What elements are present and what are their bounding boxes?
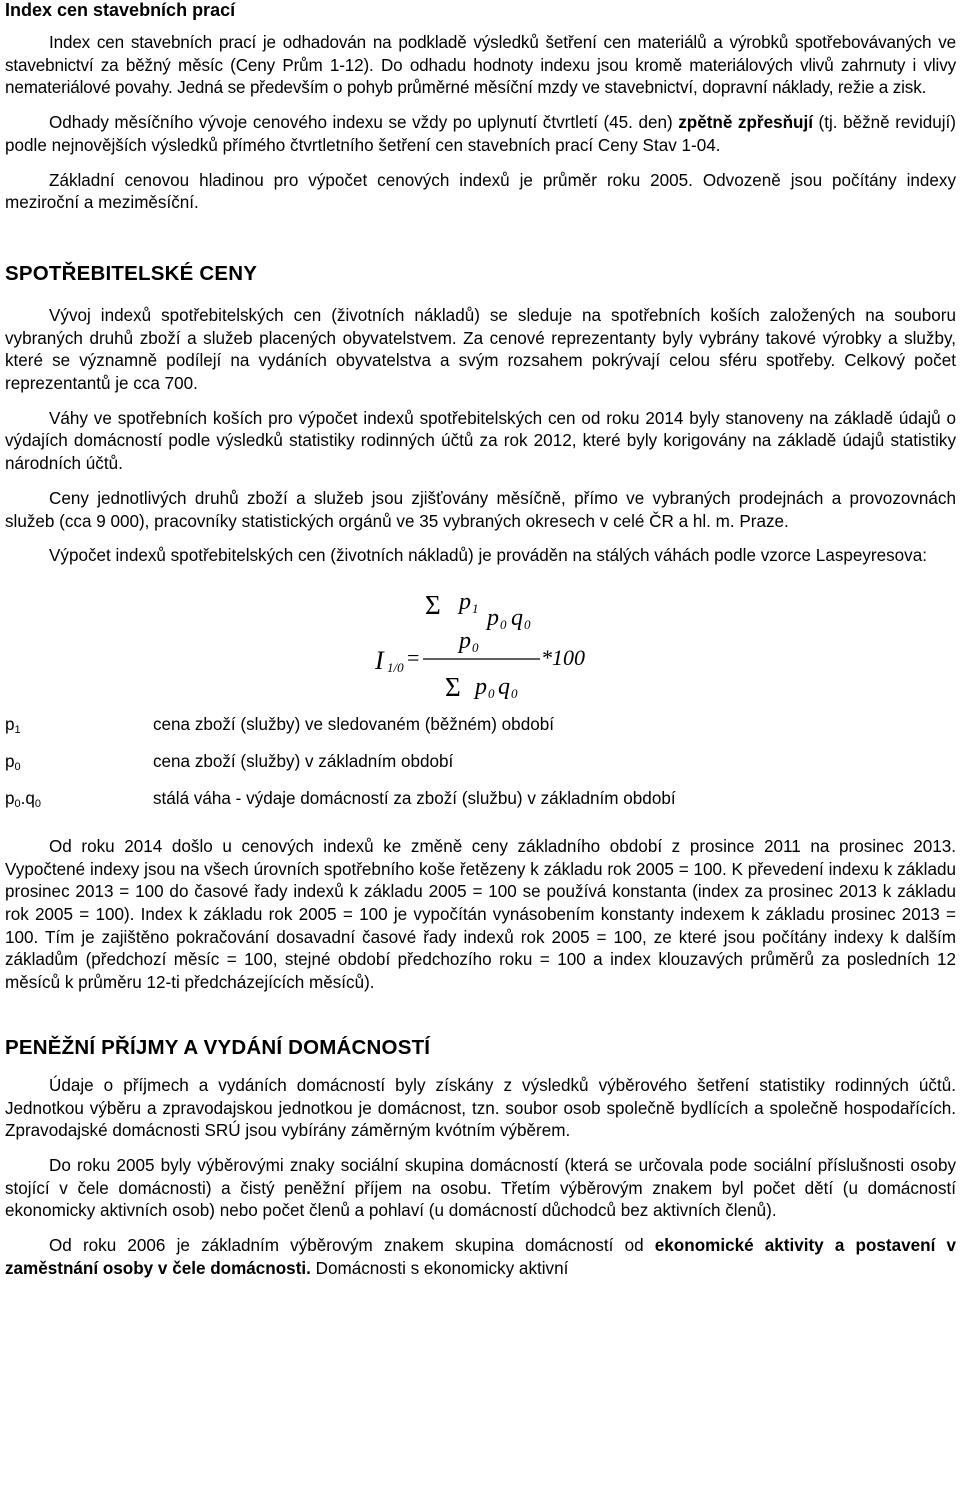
definition-text: stálá váha - výdaje domácností za zboží (službu) v základním období xyxy=(153,788,676,808)
definition-text: cena zboží (služby) v základním období xyxy=(153,751,454,771)
formula-equals: = xyxy=(407,644,420,670)
formula-times-100: *100 xyxy=(541,644,585,670)
paragraph: Výpočet indexů spotřebitelských cen (životních nákladů) je prováděn na stálých váhách podle vzorce Laspeyresova: xyxy=(49,546,927,566)
paragraph-text: Odhady měsíčního vývoje cenového indexu se vždy po uplynutí čtvrtletí (45. den) xyxy=(49,113,679,133)
formula-p: p xyxy=(459,627,471,654)
document-page xyxy=(5,0,956,1281)
definition-symbol: $p_0$ xyxy=(5,751,21,773)
sigma-symbol: Σ xyxy=(425,591,441,620)
formula-sub: 0 xyxy=(472,639,479,655)
formula-sub: 0 xyxy=(524,616,531,632)
paragraph-text: Domácnosti s ekonomicky aktivní xyxy=(310,1258,569,1278)
formula-p: p xyxy=(475,673,487,700)
paragraph: Váhy ve spotřebních koších pro výpočet indexů spotřebitelských cen od roku 2014 byly stanoveny na základě údajů o výdajích domácností podle výsledků statistiky rodinných účtů za rok 2012, které byly korigovány na základě údajů statistiky národních účtů. xyxy=(5,408,956,474)
paragraph-text: (tj. běžně revidují) podle nejnovějších výsledků přímého čtvrtletního šetření cen stavebních prací Ceny Stav 1-04. xyxy=(5,113,957,155)
formula-index-sub: 1/0 xyxy=(387,659,404,675)
definition-symbol: $p_0.q_0$ xyxy=(5,788,42,810)
formula-sub: 0 xyxy=(500,616,507,632)
paragraph: Vývoj indexů spotřebitelských cen (životních nákladů) se sleduje na spotřebních koších založených na souboru vybraných druhů zboží a služeb placených obyvatelstvem. Za cenové reprezentanty byly vybrány takové výrobky a služby, které se významně podílejí na vydáních obyvatelstva a svým rozsahem pokrývají celou sféru spotřeby. Celkový počet reprezentantů je cca 700. xyxy=(5,305,956,394)
formula-q: q xyxy=(498,673,510,700)
formula-definitions xyxy=(5,714,956,822)
paragraph: Údaje o příjmech a vydáních domácností byly získány z výsledků výběrového šetření statistiky rodinných účtů. Jednotkou výběru a zpravodajskou jednotkou je domácnost, tzn. soubor osob společně bydlících a společně hospodařících. Zpravodajské domácnosti SRÚ jsou vybírány záměrným kvótním výběrem. xyxy=(5,1075,956,1141)
formula-p: p xyxy=(487,604,499,631)
paragraph xyxy=(5,112,956,157)
paragraph: Ceny jednotlivých druhů zboží a služeb jsou zjišťovány měsíčně, přímo ve vybraných prodejnách a provozovnách služeb (cca 9 000), pracovníky statistických orgánů ve 35 vybraných okresech v celé ČR a hl. m. Praze. xyxy=(5,488,956,531)
section-title-consumer-prices: SPOTŘEBITELSKÉ CENY xyxy=(5,261,258,285)
definition-text: cena zboží (služby) ve sledovaném (běžném) období xyxy=(153,714,554,734)
bold-text: ekonomické aktivity a postavení v zaměstnání osoby v čele domácnosti. xyxy=(5,1236,956,1278)
sigma-symbol: Σ xyxy=(445,671,461,702)
bold-text: zpětně zpřesňují xyxy=(678,113,813,133)
definition-symbol: $p_1$ xyxy=(5,714,21,736)
paragraph: Od roku 2014 došlo u cenových indexů ke změně ceny základního období z prosince 2011 na prosinec 2013. Vypočtené indexy jsou na všech úrovních spotřebního koše řetězeny k základu rok 2005 = 100. K převedení indexu k základu prosinec 2013 = 100 do časové řady indexů k základu 2005 = 100 se používá konstanta (index za prosinec 2013 k základu rok 2005 = 100). Index k základu rok 2005 = 100 je vypočítán vynásobením konstanty indexem k základu prosinec 2013 = 100. Tím je zajištěno pokračování dosavadní časové řady indexů rok 2005 = 100, ze které jsou počítány indexy k dalším základům (předchozí měsíc = 100, stejné období předchozího roku = 100 a index klouzavých průměrů za posledních 12 měsíců k průměru 12-ti předcházejících měsíců). xyxy=(5,836,956,993)
paragraph: Základní cenovou hladinou pro výpočet cenových indexů je průměr roku 2005. Odvozeně jsou počítány indexy meziroční a meziměsíční. xyxy=(5,170,956,213)
formula-index: I xyxy=(375,645,384,675)
formula-sub: 1 xyxy=(472,600,479,616)
section-title-household-income: PENĚŽNÍ PŘÍJMY A VYDÁNÍ DOMÁCNOSTÍ xyxy=(5,1035,431,1059)
paragraph-text: Od roku 2006 je základním výběrovým znakem skupina domácností od xyxy=(49,1236,655,1256)
paragraph: Index cen stavebních prací je odhadován na podkladě výsledků šetření cen materiálů a výrobků spotřebovávaných ve stavebnictví za běžný měsíc (Ceny Prům 1-12). Do odhadu hodnoty indexu jsou kromě materiálových vlivů zahrnuty i vlivy nemateriálové povahy. Jedná se především o pohyb průměrné měsíční mzdy ve stavebnictví, dopravní náklady, režie a zisk. xyxy=(5,33,956,98)
formula-svg xyxy=(335,592,615,704)
section-title-construction-index: Index cen stavebních prací xyxy=(5,0,236,20)
formula-q: q xyxy=(511,604,523,631)
paragraph xyxy=(5,1235,956,1280)
formula-p: p xyxy=(459,591,471,615)
formula-sub: 0 xyxy=(488,685,495,701)
formula-sub: 0 xyxy=(511,685,518,701)
laspeyres-formula xyxy=(5,592,956,704)
paragraph: Do roku 2005 byly výběrovými znaky sociální skupina domácností (která se určovala pode sociální příslušnosti osoby stojící v čele domácnosti) a čistý peněžní příjem na osobu. Třetím výběrovým znakem byl počet dětí (u domácností ekonomicky aktivních osob) nebo počet členů a pohlaví (u domácností důchodců bez aktivních členů). xyxy=(5,1155,956,1221)
